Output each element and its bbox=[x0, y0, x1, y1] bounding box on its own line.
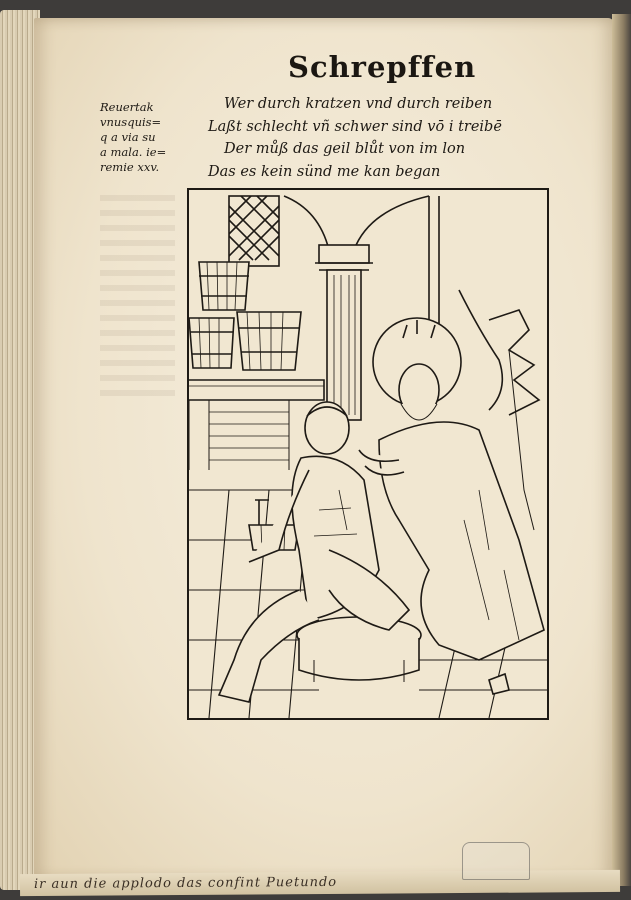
gutter-shadow bbox=[612, 14, 631, 886]
arch-right bbox=[354, 196, 429, 250]
bleed-through-text bbox=[100, 195, 175, 405]
woodcut-illustration bbox=[187, 188, 549, 720]
marginal-line: q a via su bbox=[100, 130, 156, 144]
marginal-line: remie xxv. bbox=[100, 160, 160, 174]
bucket-left bbox=[189, 318, 234, 368]
marginal-line: vnusquis= bbox=[100, 115, 162, 129]
bucket-top bbox=[199, 262, 249, 310]
shelf bbox=[189, 380, 324, 470]
stool bbox=[297, 617, 421, 682]
verse-block bbox=[208, 93, 538, 183]
next-page-strip bbox=[20, 870, 620, 896]
window-lattice bbox=[229, 196, 279, 266]
marginal-note bbox=[100, 100, 186, 175]
glass-weight bbox=[462, 842, 530, 880]
marginal-line: a mala. ie= bbox=[100, 145, 167, 159]
marginal-line: Reuertak bbox=[100, 100, 154, 114]
shoe bbox=[489, 674, 509, 694]
verse-line: Wer durch kratzen vnd durch reiben bbox=[224, 96, 493, 112]
arch-left bbox=[284, 196, 329, 250]
verse-line: Der můß das geil blůt von im lon bbox=[224, 141, 466, 157]
page-title: Schrepffen bbox=[288, 50, 477, 84]
bucket-right bbox=[237, 312, 301, 370]
verse-line: Laßt schlecht vñ schwer sind vō i treibē bbox=[208, 118, 502, 135]
bottom-text: ir aun die applodo das confint Puetundo bbox=[33, 874, 338, 892]
verse-line: Das es kein sünd me kan began bbox=[208, 163, 441, 180]
woodcut-drawing bbox=[189, 190, 547, 718]
